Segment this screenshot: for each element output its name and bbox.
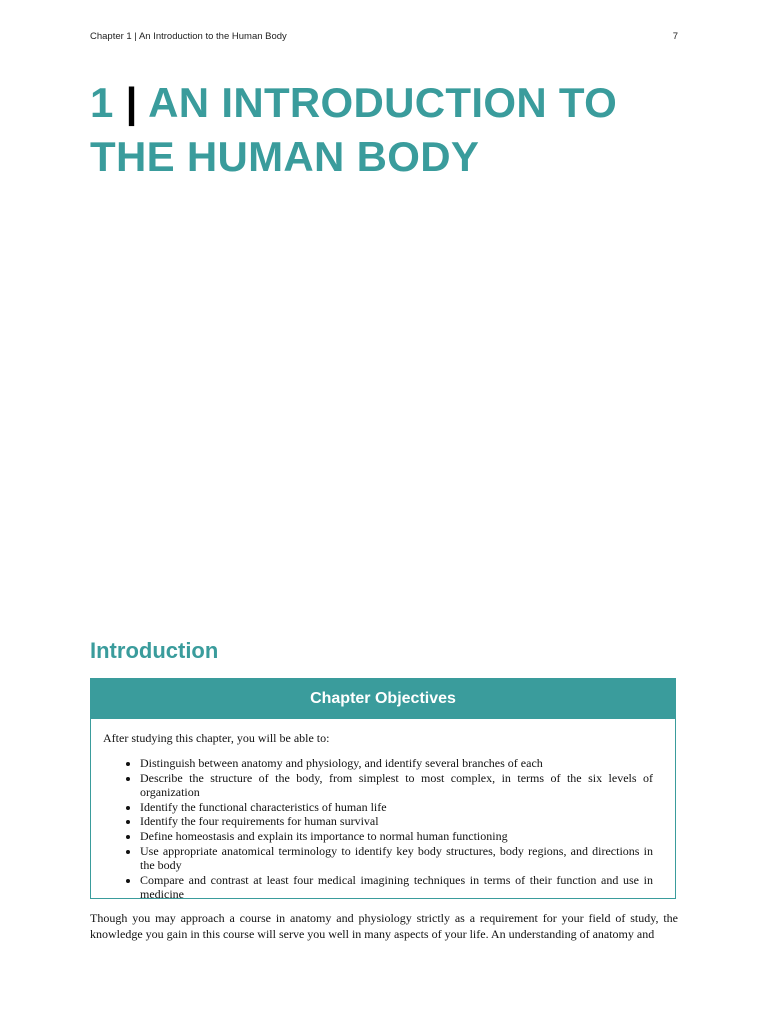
chapter-number: 1 [90,79,114,126]
objective-item: • Identify the four requirements for human survival [140,814,653,829]
section-heading: Introduction [90,638,219,663]
page-number: 7 [672,31,678,42]
objective-item: • Compare and contrast at least four medical imagining techniques in terms of their function and use in medicine [140,873,653,902]
chapter-title [90,76,690,184]
objective-item: • Identify the functional characteristics of human life [140,800,653,815]
chapter-title-line-1 [90,76,690,130]
chapter-title-line-2: THE HUMAN BODY [90,133,480,180]
running-header [90,31,678,45]
chapter-objectives-list [103,756,653,902]
objective-item: • Use appropriate anatomical terminology to identify key body structures, body regions, and directions in the body [140,844,653,873]
chapter-objectives-box [90,678,676,902]
objective-item: • Distinguish between anatomy and physiology, and identify several branches of each [140,756,653,771]
objective-item: • Describe the structure of the body, from simplest to most complex, in terms of the six levels of organization [140,771,653,800]
running-title: Chapter 1 | An Introduction to the Human Body [90,31,287,42]
body-paragraph: Though you may approach a course in anatomy and physiology strictly as a requirement for your field of study, the knowledge you gain in this course will serve you well in many aspects of your life. An understanding of anatomy and [90,911,678,941]
chapter-title-text-1: AN INTRODUCTION TO [148,79,618,126]
chapter-objectives-intro: After studying this chapter, you will be able to: [103,731,330,745]
chapter-separator: | [125,79,138,126]
objective-item: • Define homeostasis and explain its importance to normal human functioning [140,829,653,844]
chapter-objectives-heading: Chapter Objectives [91,679,675,719]
